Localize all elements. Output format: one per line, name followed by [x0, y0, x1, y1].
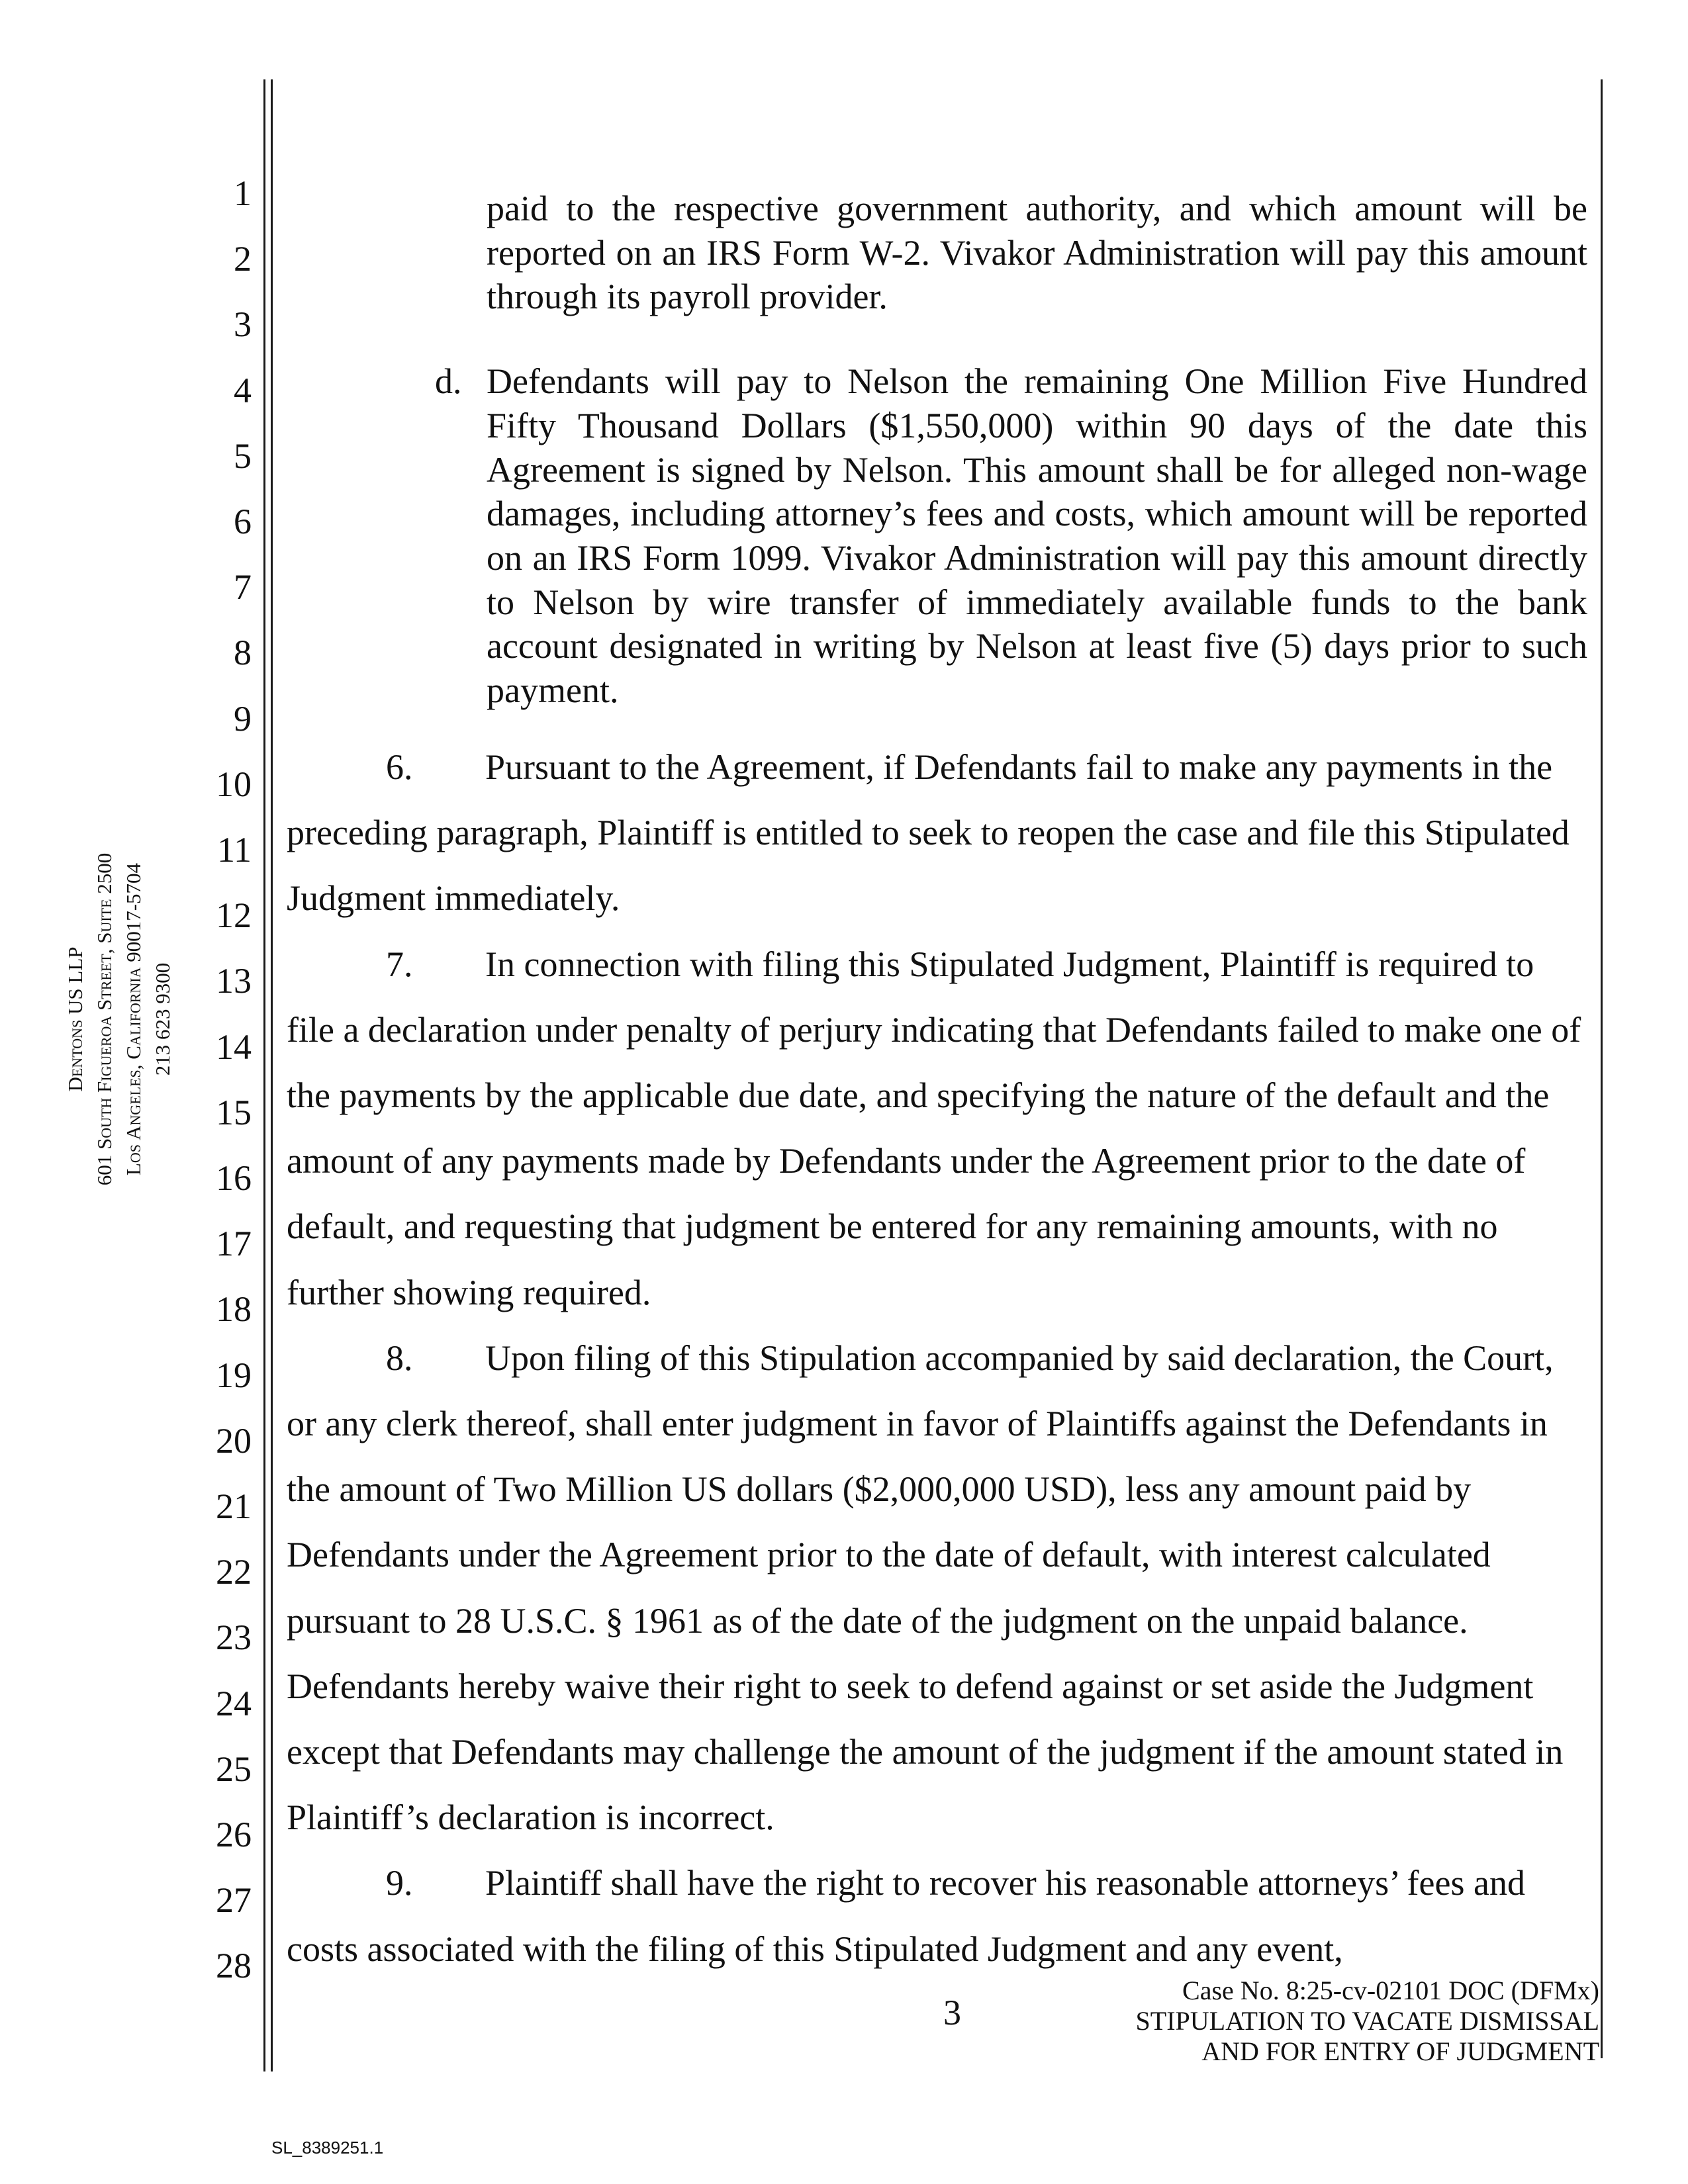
- line-number: 7: [234, 567, 252, 608]
- line-number: 11: [217, 830, 252, 870]
- paragraph-text: Plaintiff shall have the right to recover his reasonable attorneys’ fees and costs associated with the filing of this Stipulated Judgment and any event,: [287, 1863, 1525, 1969]
- line-number: 19: [216, 1355, 252, 1395]
- paragraph-number: 8.: [386, 1338, 413, 1378]
- paragraph-9: [287, 1850, 1587, 1981]
- line-number: 28: [216, 1946, 252, 1986]
- line-number: 10: [216, 764, 252, 804]
- line-number: 25: [216, 1749, 252, 1789]
- line-number: 13: [216, 961, 252, 1001]
- firm-name: Dentons US LLP: [64, 946, 87, 1092]
- line-number: 3: [234, 304, 252, 345]
- document-title-line-1: STIPULATION TO VACATE DISMISSAL: [1135, 2006, 1599, 2036]
- paragraph-text: In connection with filing this Stipulated Judgment, Plaintiff is required to file a declaration under penalty of perjury indicating that Defendants failed to make one of the payments by the applicable due date, and specifying the nature of the default and the amount of any payments made by Defendants under the Agreement prior to the date of default, and requesting that judgment be entered for any remaining amounts, with no further showing required.: [287, 944, 1581, 1312]
- line-number: 6: [234, 502, 252, 541]
- page-number: 3: [943, 1993, 961, 2032]
- line-number: 8: [234, 633, 252, 673]
- line-number: 4: [234, 370, 252, 410]
- paragraph-number: 7.: [386, 944, 413, 984]
- line-number: 27: [216, 1880, 252, 1921]
- line-number: 22: [216, 1552, 252, 1592]
- paragraph-8: [287, 1326, 1587, 1851]
- paragraph-text: Upon filing of this Stipulation accompanied by said declaration, the Court, or any clerk thereof, shall enter judgment in favor of Plaintiffs against the Defendants in the amount of Two Million US dollars ($2,000,000 USD), less any amount paid by Defendants under the Agreement prior to the date of default, with interest calculated pursuant to 28 U.S.C. § 1961 as of the date of the judgment on the unpaid balance. Defendants hereby waive their right to seek to defend against or set aside the Judgment except that Defendants may challenge the amount of the judgment if the amount stated in Plaintiff’s declaration is incorrect.: [287, 1338, 1564, 1838]
- line-number: 2: [234, 239, 252, 279]
- subparagraph-d-text: Defendants will pay to Nelson the remaining One Million Five Hundred Fifty Thousand Dollars ($1,550,000) within 90 days of the date this Agreement is signed by Nelson. This amount shall be for alleged non-wage damages, including attorney’s fees and costs, which amount will be reported on an IRS Form 1099. Vivakor Administration will pay this amount directly to Nelson by wire transfer of immediately available funds to the bank account designated in writing by Nelson at least five (5) days prior to such payment.: [487, 361, 1587, 711]
- paragraph-number: 6.: [386, 747, 413, 787]
- firm-phone: 213 623 9300: [151, 962, 174, 1076]
- line-number: 16: [216, 1158, 252, 1198]
- document-id: SL_8389251.1: [271, 2138, 384, 2158]
- line-number: 24: [216, 1683, 252, 1723]
- paragraph-6: [287, 735, 1587, 932]
- subparagraph-c-continuation: paid to the respective government authority, and which amount will be reported on an IRS Form W-2. Vivakor Administration will pay this amount through its payroll provider.: [487, 189, 1587, 317]
- line-number: 12: [216, 895, 252, 936]
- subparagraph-d: [435, 359, 1587, 713]
- paragraph-text: Pursuant to the Agreement, if Defendants fail to make any payments in the preceding paragraph, Plaintiff is entitled to seek to reopen the case and file this Stipulated Judgment immediately.: [287, 747, 1570, 919]
- line-number: 14: [216, 1026, 252, 1067]
- line-number: 5: [234, 435, 252, 476]
- line-number: 23: [216, 1617, 252, 1658]
- document-title-line-2: AND FOR ENTRY OF JUDGMENT: [1201, 2036, 1599, 2066]
- paragraph-7: [287, 932, 1587, 1326]
- subparagraph-d-marker: d.: [435, 361, 462, 402]
- firm-info: [61, 688, 177, 1350]
- line-number: 1: [234, 173, 252, 213]
- left-margin-rule-outer: [263, 79, 265, 2071]
- line-number: 18: [216, 1289, 252, 1330]
- line-number: 17: [216, 1224, 252, 1264]
- line-number: 26: [216, 1815, 252, 1854]
- line-number: 20: [216, 1420, 252, 1461]
- line-number: 21: [216, 1486, 252, 1526]
- left-margin-rule-inner: [271, 79, 273, 2071]
- case-number: Case No. 8:25-cv-02101 DOC (DFMx): [1182, 1976, 1599, 2005]
- line-number: 15: [216, 1092, 252, 1132]
- subparagraph-list: [435, 187, 1587, 713]
- body-paragraphs: [287, 735, 1587, 1982]
- line-number: 9: [234, 698, 252, 739]
- right-margin-rule: [1601, 79, 1603, 2058]
- firm-city: Los Angeles, California 90017-5704: [122, 862, 145, 1176]
- footer-caption: [1136, 1976, 1599, 2067]
- paragraph-number: 9.: [386, 1863, 413, 1903]
- firm-address: 601 South Figueroa Street, Suite 2500: [93, 852, 116, 1186]
